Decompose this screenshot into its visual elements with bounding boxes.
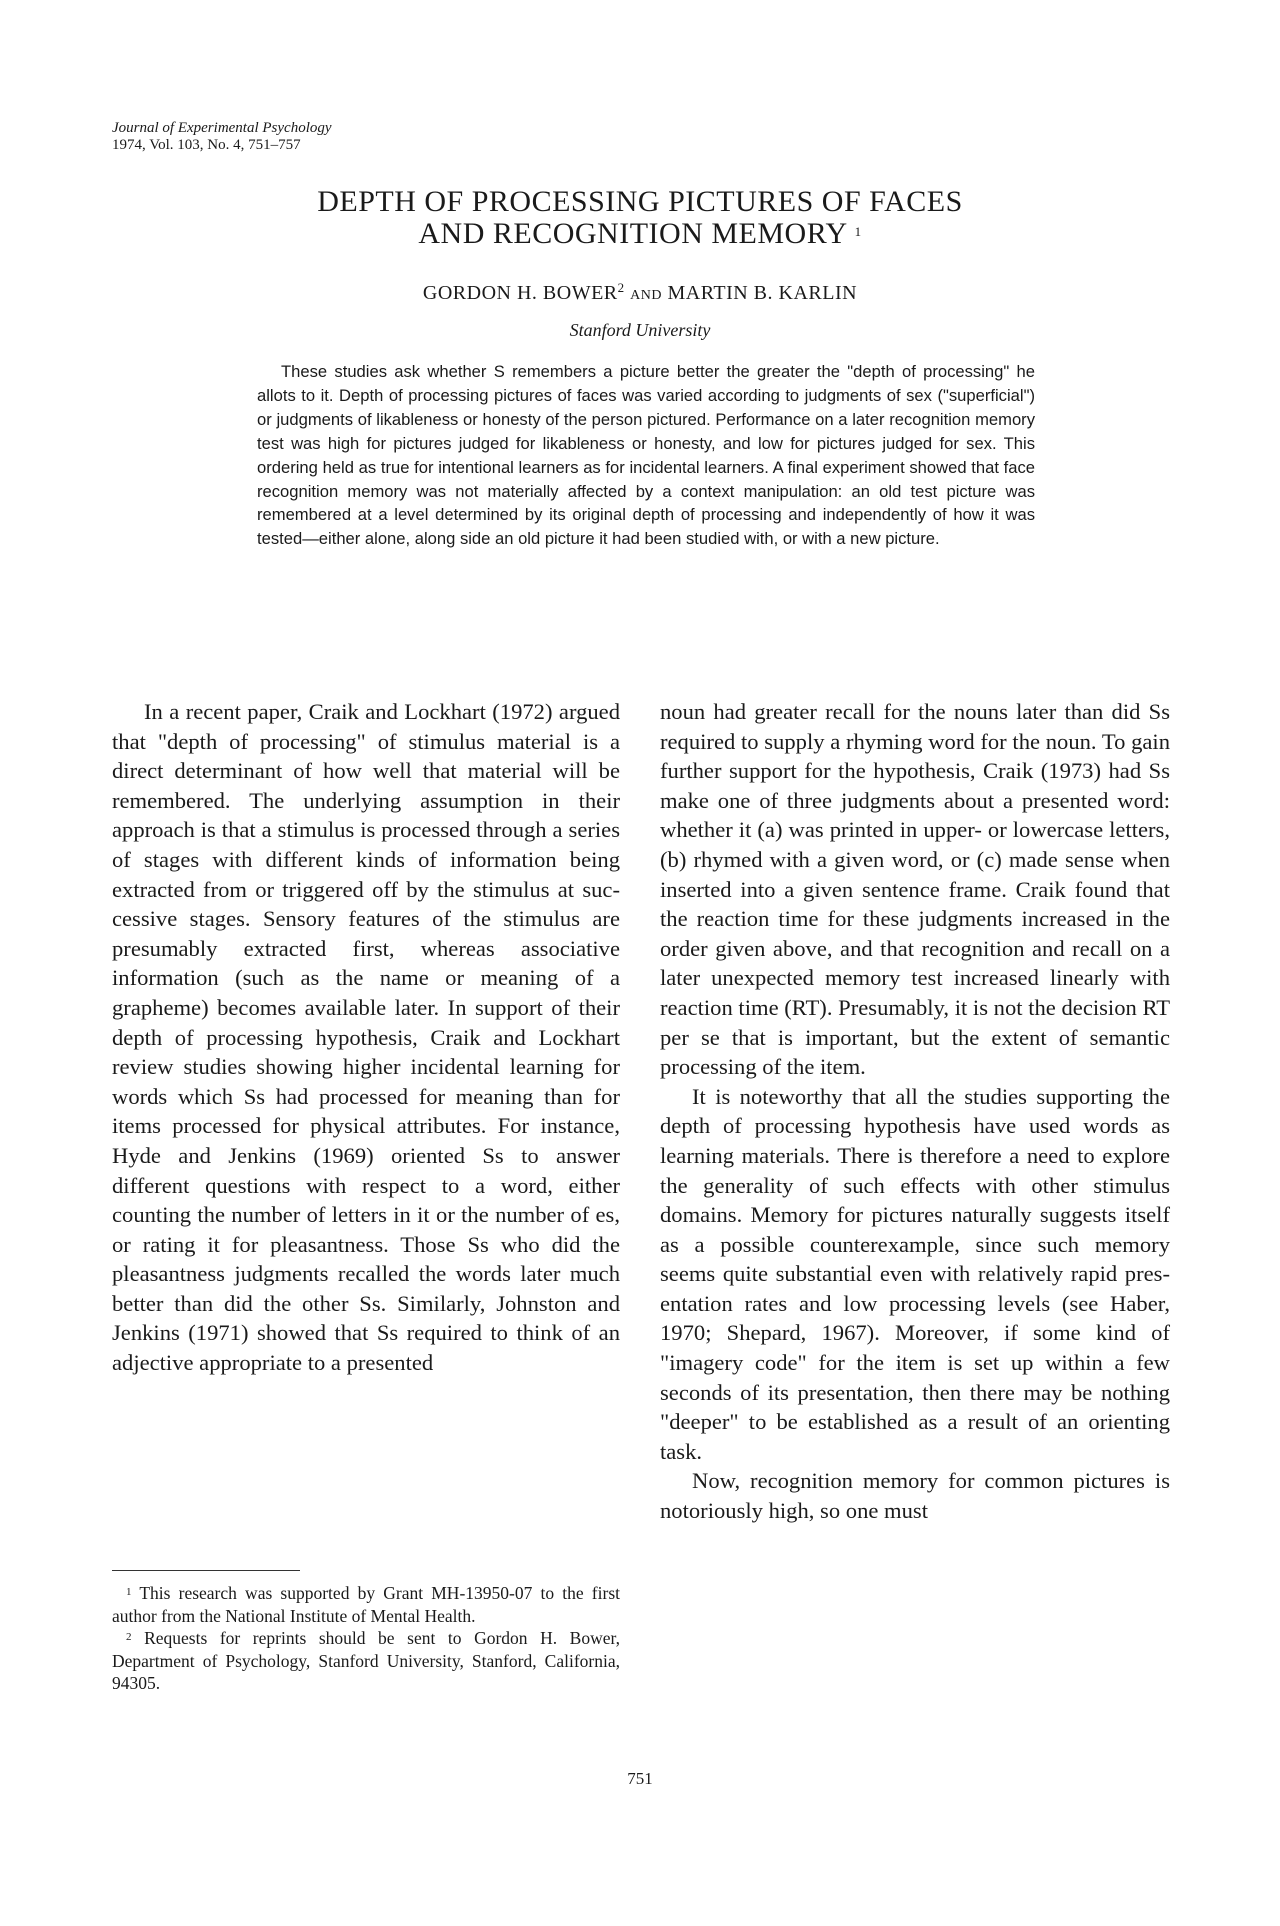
author-second: MARTIN B. KARLIN [667, 282, 858, 304]
abstract: These studies ask whether S remembers a picture better the greater the "depth of processing" he allots to it. Depth of processing pictures of faces was varied according to judgments of sex ("superficial") or judgments of likableness or honesty of the person pictured. Performance on a later recognition memory test was high for pictures judged for likableness or honesty, and low for pictures judged for sex. This ordering held as true for intentional learners as for incidental learners. A final experiment showed that face recognition memory was not materially affected by a context manipulation: an old test picture was remembered at a level determined by its original depth of processing and independently of how it was tested—either alone, along side an old picture it had been studied with, or with a new picture. [257, 362, 1035, 549]
body-paragraph: In a recent paper, Craik and Lockhart (1972) argued that "depth of processing" of stimulus material is a direct determinant of how well that material will be remembered. The underlying assumption in their approach is that a stimulus is processed through a series of stages with different kinds of information being extracted from or triggered off by the stimulus at successive stages. Sensory features of the stimulus are presumably extracted first, whereas associative information (such as the name or meaning of a grapheme) becomes available later. In support of their depth of processing hypothesis, Craik and Lockhart review studies showing higher incidental learning for words which Ss had processed for meaning than for items processed for physical attributes. For instance, Hyde and Jenkins (1969) oriented Ss to answer different questions with respect to a word, either counting the number of letters in it or the number of es, or rating it for pleasantness. Those Ss who did the pleasantness judgments recalled the words later much better than did the other Ss. Similarly, Johnston and Jenkins (1971) showed that Ss required to think of an adjective appropriate to a presented [112, 699, 620, 1376]
footnote-mark: 1 [126, 1586, 132, 1598]
title-line-1: DEPTH OF PROCESSING PICTURES OF FACES [317, 185, 963, 218]
journal-volume: 1974, Vol. 103, No. 4, 751–757 [112, 137, 301, 153]
footnotes [112, 1582, 620, 1695]
footnote-1 [112, 1582, 620, 1627]
body-column-left [112, 697, 620, 1378]
page-number: 751 [627, 1769, 653, 1788]
footnote-mark: 2 [126, 1631, 132, 1643]
body-column-right [660, 697, 1170, 1526]
title-footnote-mark: 1 [854, 224, 862, 239]
author-first: GORDON H. BOWER [422, 282, 618, 304]
title-line-2: AND RECOGNITION MEMORY $^1$ [418, 217, 862, 250]
body-paragraph: Now, recognition memory for common pictures is notoriously high, so one must [660, 1468, 1170, 1524]
footnote-divider [112, 1570, 300, 1571]
journal-name: Journal of Experimental Psychology [112, 120, 332, 136]
author-line [0, 282, 1280, 305]
author-footnote-mark: 2 [617, 280, 625, 295]
body-paragraph: noun had greater recall for the nouns later than did Ss required to supply a rhyming word for the noun. To gain further support for the hypothesis, Craik (1973) had Ss make one of three judgments about a presented word: whether it (a) was printed in upper- or lowercase letters, (b) rhymed with a given word, or (c) made sense when inserted into a given sentence frame. Craik found that the reaction time for these judgments increased in the order given above, and that recognition and recall on a later unexpected memory test increased linearly with reaction time (RT). Presumably, it is not the decision RT per se that is important, but the extent of semantic processing of the item. [660, 699, 1170, 1080]
author-conjunction: AND [630, 288, 662, 303]
affiliation: Stanford University [569, 320, 711, 340]
footnote-text: Requests for reprints should be sent to Gordon H. Bower, Department of Psychology, Stanford University, Stanford, California, 94305. [112, 1628, 621, 1693]
footnote-2 [112, 1627, 620, 1695]
footnote-text: This research was supported by Grant MH-13950-07 to the first author from the National Institute of Mental Health. [112, 1583, 620, 1626]
journal-header [112, 120, 332, 154]
article-title [0, 186, 1280, 250]
body-paragraph: It is noteworthy that all the studies supporting the depth of processing hypothesis have used words as learning materials. There is therefore a need to explore the generality of such effects with other stimulus domains. Memory for pictures naturally suggests itself as a possible counterexample, since such memory seems quite substantial even with relatively rapid presentation rates and low processing levels (see Haber, 1970; Shepard, 1967). Moreover, if some kind of "imagery code" for the item is set up within a few seconds of its presentation, then there may be nothing "deeper" to be established as a result of an orienting task. [660, 1083, 1170, 1464]
